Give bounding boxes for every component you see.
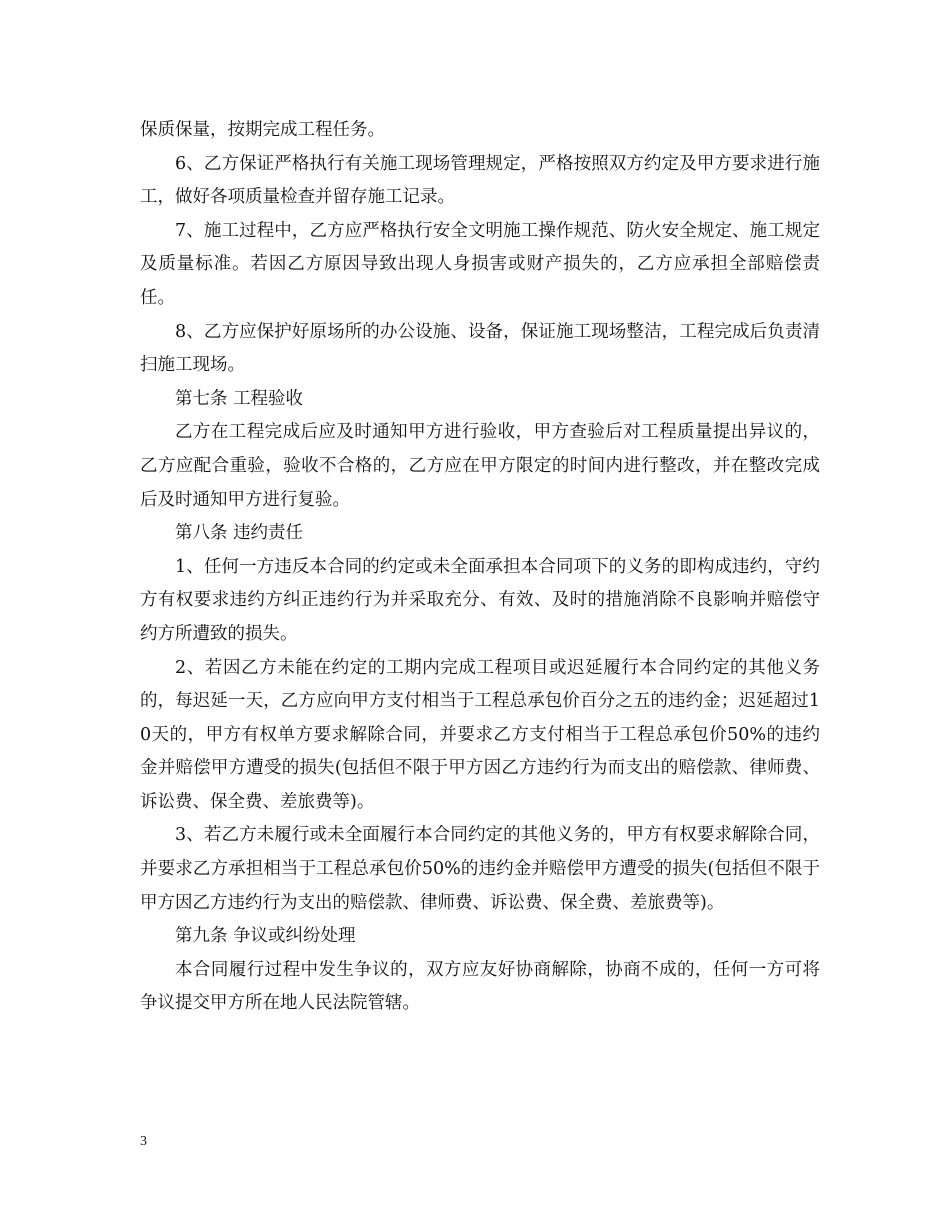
paragraph-clause-8: 8、乙方应保护好原场所的办公设施、设备，保证施工现场整洁，工程完成后负责清扫施工现场。 xyxy=(140,321,820,376)
page-number: 3 xyxy=(140,1134,147,1149)
paragraph-breach-2: 2、若因乙方未能在约定的工期内完成工程项目或迟延履行本合同约定的其他义务的，每迟延一天，乙方应向甲方支付相当于工程总承包价百分之五的违约金；迟延超过10天的，甲方有权单方要求解除合同，并要求乙方支付相当于工程总承包价50%的违约金并赔偿甲方遭受的损失(包括但不限于甲方因乙方违约行为而支出的赔偿款、律师费、诉讼费、保全费、差旅费等)。 xyxy=(140,657,820,812)
paragraph-clause-7: 7、施工过程中，乙方应严格执行安全文明施工操作规范、防火安全规定、施工规定及质量标准。若因乙方原因导致出现人身损害或财产损失的，乙方应承担全部赔偿责任。 xyxy=(140,220,820,308)
paragraph-breach-1: 1、任何一方违反本合同的约定或未全面承担本合同项下的义务的即构成违约，守约方有权要求违约方纠正违约行为并采取充分、有效、及时的措施消除不良影响并赔偿守约方所遭致的损失。 xyxy=(140,556,820,644)
paragraph-acceptance: 乙方在工程完成后应及时通知甲方进行验收，甲方查验后对工程质量提出异议的，乙方应配合重验，验收不合格的，乙方应在甲方限定的时间内进行整改，并在整改完成后及时通知甲方进行复验。 xyxy=(140,422,820,510)
article-8-heading: 第八条 违约责任 xyxy=(175,523,304,544)
paragraph-breach-3: 3、若乙方未履行或未全面履行本合同约定的其他义务的，甲方有权要求解除合同，并要求乙方承担相当于工程总承包价50%的违约金并赔偿甲方遭受的损失(包括但不限于甲方因乙方违约行为支出的赔偿款、律师费、诉讼费、保全费、差旅费等)。 xyxy=(140,825,820,913)
article-7-heading: 第七条 工程验收 xyxy=(175,388,304,409)
document-body xyxy=(140,114,820,1021)
paragraph-dispute: 本合同履行过程中发生争议的，双方应友好协商解除，协商不成的，任何一方可将争议提交甲方所在地人民法院管辖。 xyxy=(140,959,820,1014)
paragraph-clause-6: 6、乙方保证严格执行有关施工现场管理规定，严格按照双方约定及甲方要求进行施工，做好各项质量检查并留存施工记录。 xyxy=(140,153,820,208)
paragraph-continuation: 保质保量，按期完成工程任务。 xyxy=(140,120,385,140)
article-9-heading: 第九条 争议或纠纷处理 xyxy=(175,926,356,947)
